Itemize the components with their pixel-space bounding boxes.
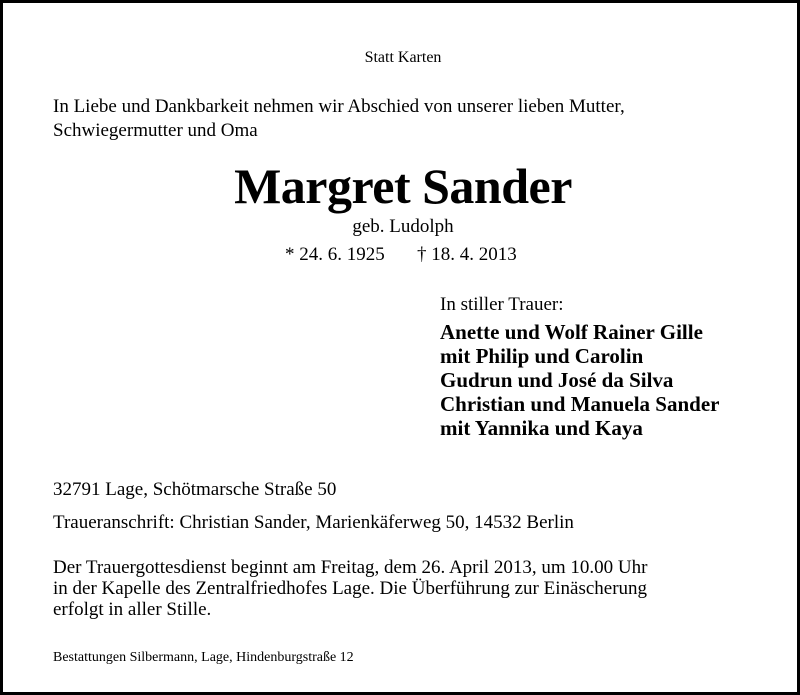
service-line: in der Kapelle des Zentralfriedhofes Lage. Die Überführung zur Einäscherung bbox=[53, 578, 648, 599]
death-date: † 18. 4. 2013 bbox=[417, 244, 517, 265]
service-info bbox=[53, 557, 773, 620]
service-line: erfolgt in aller Stille. bbox=[53, 599, 212, 620]
family-line: mit Yannika und Kaya bbox=[440, 416, 643, 440]
notice-header: Statt Karten bbox=[364, 49, 442, 66]
family-list bbox=[440, 320, 719, 440]
mourning-label: In stiller Trauer: bbox=[440, 294, 564, 315]
service-line: Der Trauergottesdienst beginnt am Freitag, dem 26. April 2013, um 10.00 Uhr bbox=[53, 557, 648, 578]
deceased-name: Margret Sander bbox=[234, 158, 572, 214]
maiden-name: geb. Ludolph bbox=[352, 216, 454, 237]
intro-line: Schwiegermutter und Oma bbox=[53, 120, 258, 141]
family-line: Gudrun und José da Silva bbox=[440, 368, 674, 392]
intro-line: In Liebe und Dankbarkeit nehmen wir Abschied von unserer lieben Mutter, bbox=[53, 96, 625, 117]
family-line: Anette und Wolf Rainer Gille bbox=[440, 320, 703, 344]
birth-date: * 24. 6. 1925 bbox=[285, 244, 385, 265]
family-line: mit Philip und Carolin bbox=[440, 344, 644, 368]
intro-text bbox=[53, 95, 773, 143]
family-line: Christian und Manuela Sander bbox=[440, 392, 720, 416]
undertaker-info: Bestattungen Silbermann, Lage, Hindenburgstraße 12 bbox=[53, 650, 354, 665]
address: 32791 Lage, Schötmarsche Straße 50 bbox=[53, 479, 337, 500]
mourning-address: Traueranschrift: Christian Sander, Marienkäferweg 50, 14532 Berlin bbox=[53, 512, 574, 533]
